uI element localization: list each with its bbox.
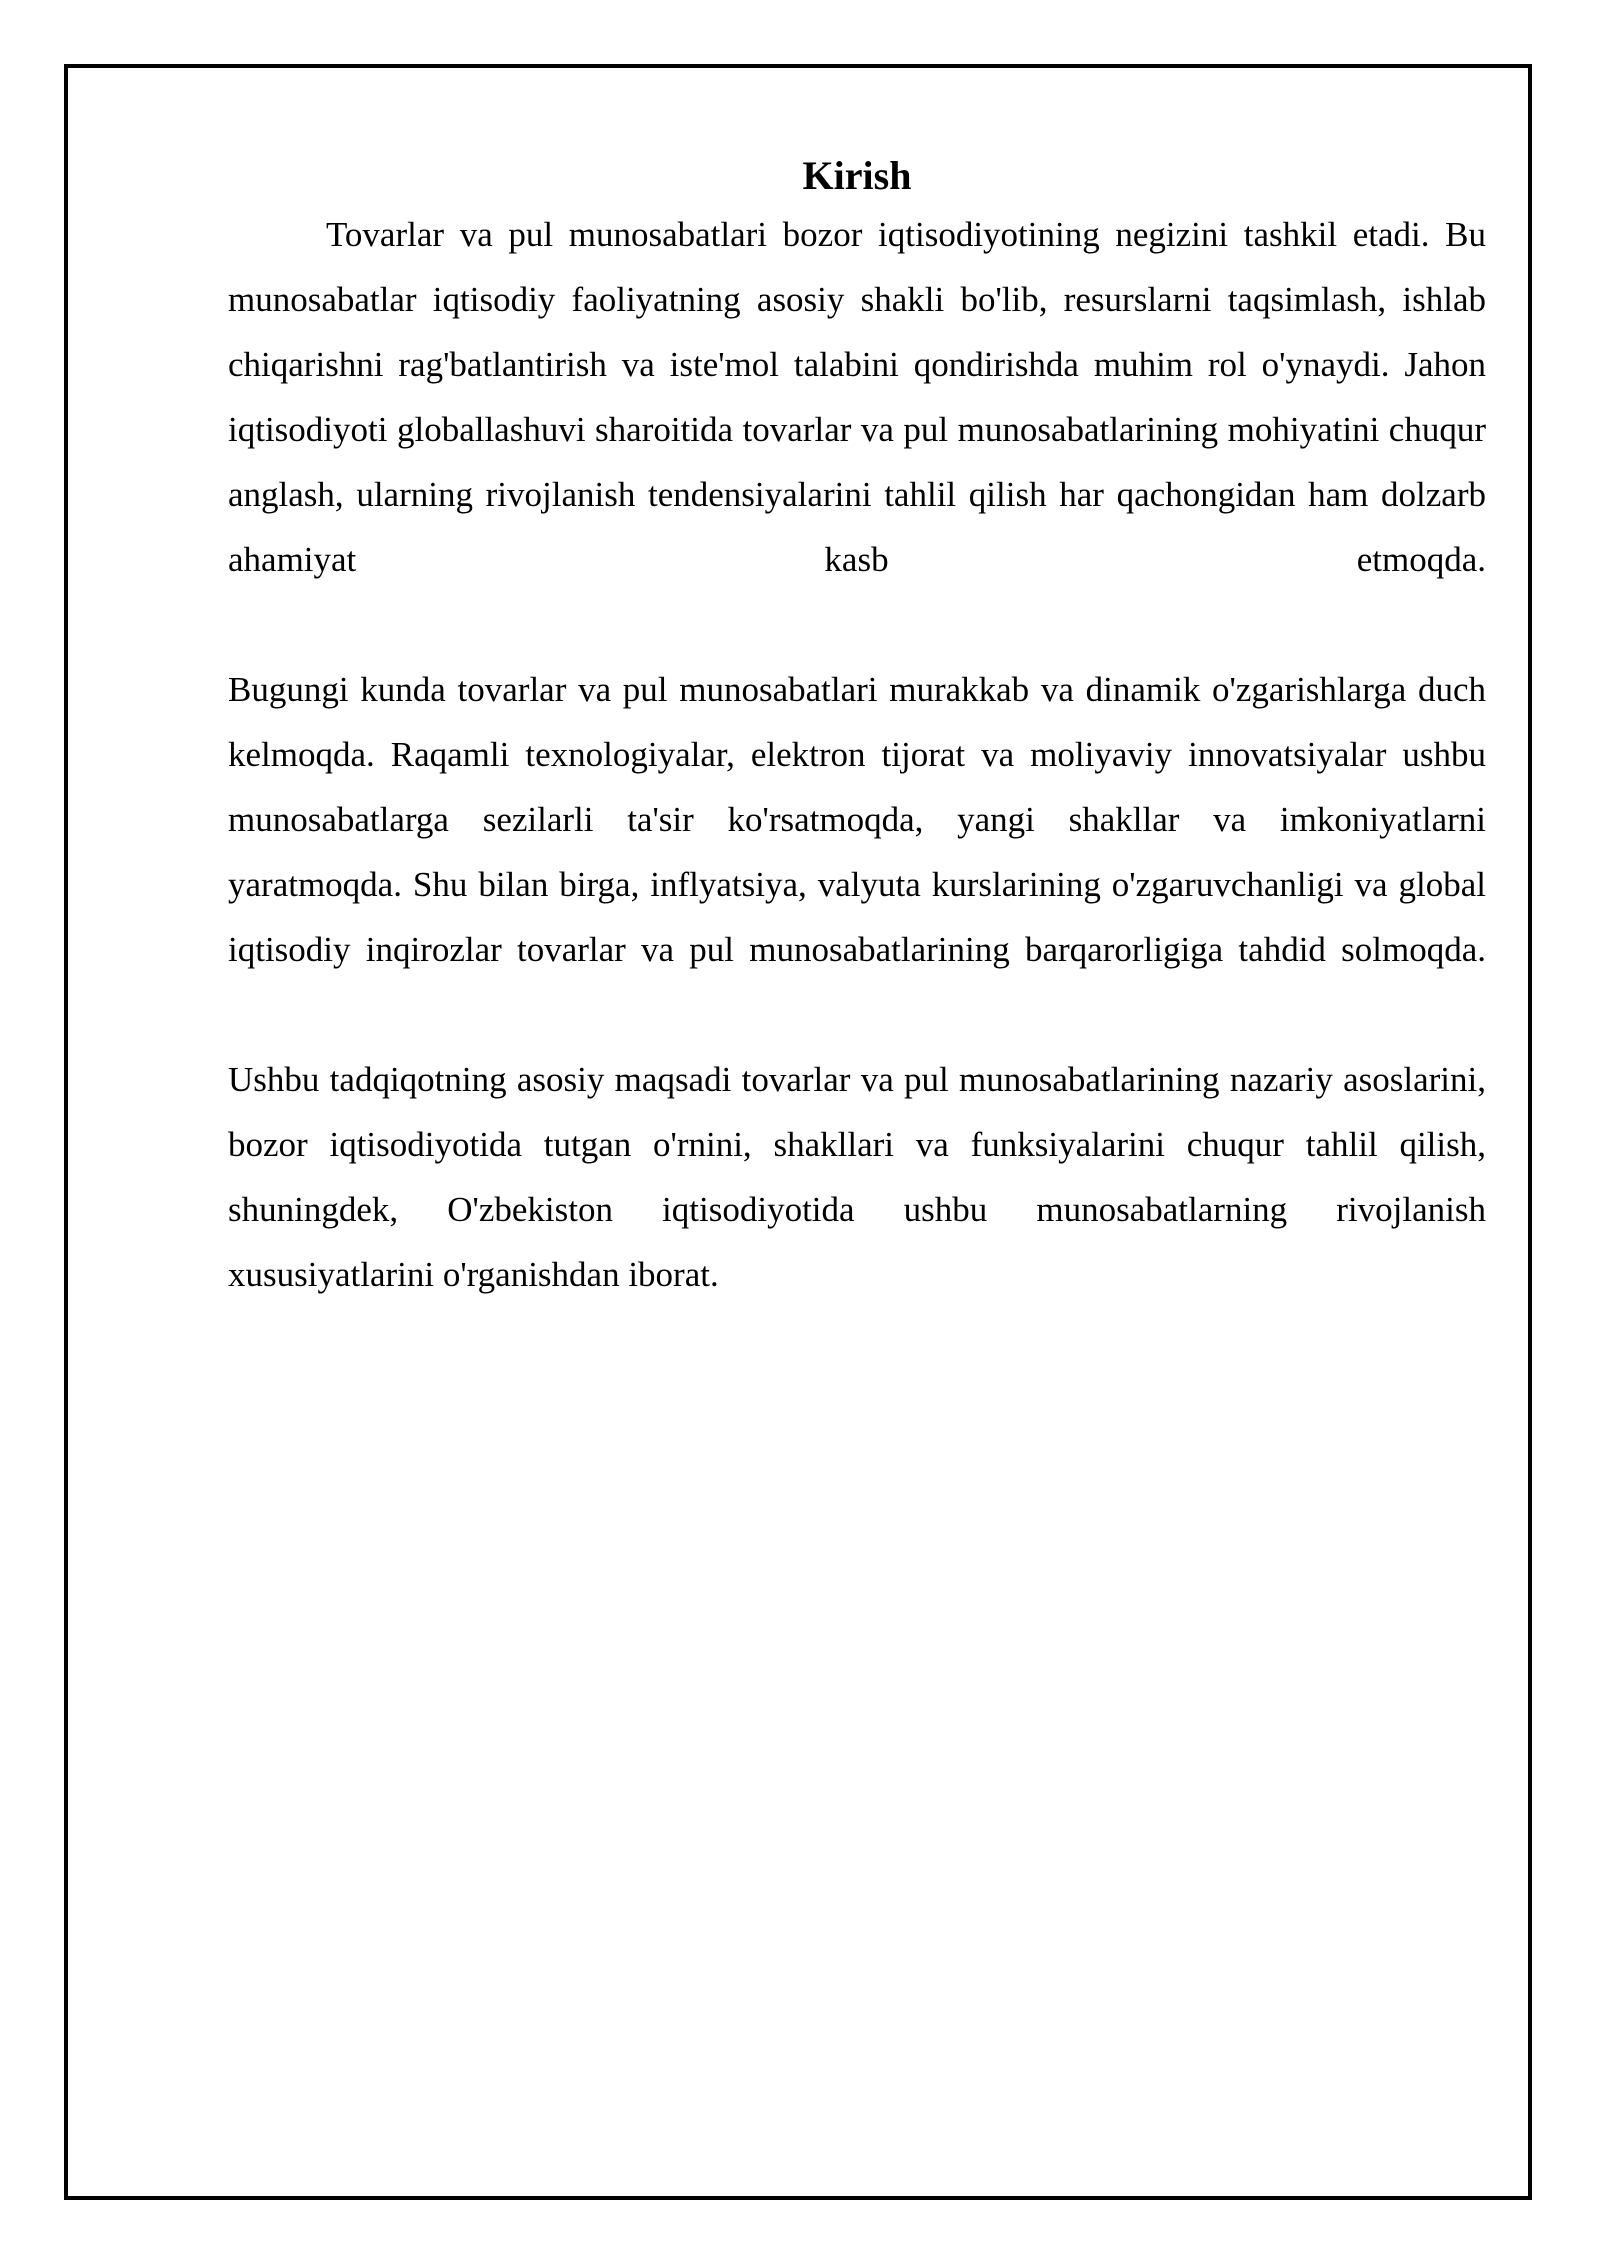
paragraph-spacer — [228, 982, 1486, 1047]
document-title: Kirish — [802, 153, 912, 198]
paragraph-2: Bugungi kunda tovarlar va pul munosabatlari murakkab va dinamik o'zgarishlarga duch kelmoqda. Raqamli texnologiyalar, elektron tijorat va moliyaviy innovatsiyalar ushbu munosabatlarga sezilarli ta'sir ko'rsatmoqda, yangi shakllar va imkoniyatlarni yaratmoqda. Shu bilan birga, inflyatsiya, valyuta kurslarining o'zgaruvchanligi va global iqtisodiy inqirozlar tovarlar va pul munosabatlarining barqarorligiga tahdid solmoqda. — [228, 670, 1486, 969]
document-body — [228, 150, 1486, 1307]
paragraph-3: Ushbu tadqiqotning asosiy maqsadi tovarlar va pul munosabatlarining nazariy asoslarini, bozor iqtisodiyotida tutgan o'rnini, shakllari va funksiyalarini chuqur tahlil qilish, shuningdek, O'zbekiston iqtisodiyotida ushbu munosabatlarning rivojlanish xususiyatlarini o'rganishdan iborat. — [228, 1060, 1486, 1294]
paragraph-1: Tovarlar va pul munosabatlari bozor iqtisodiyotining negizini tashkil etadi. Bu munosabatlar iqtisodiy faoliyatning asosiy shakli bo'lib, resurslarni taqsimlash, ishlab chiqarishni rag'batlantirish va iste'mol talabini qondirishda muhim rol o'ynaydi. Jahon iqtisodiyoti globallashuvi sharoitida tovarlar va pul munosabatlarining mohiyatini chuqur anglash, ularning rivojlanish tendensiyalarini tahlil qilish har qachongidan ham dolzarb ahamiyat kasb etmoqda. — [228, 215, 1486, 579]
paragraph-spacer — [228, 592, 1486, 657]
